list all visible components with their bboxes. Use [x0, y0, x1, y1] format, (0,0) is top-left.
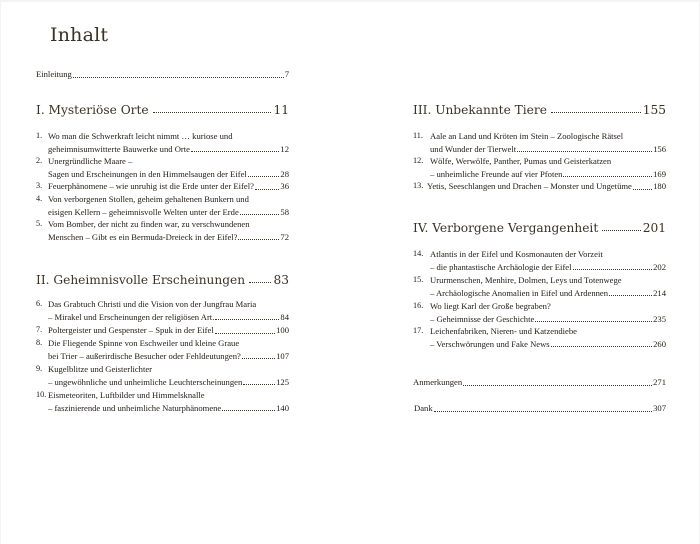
chapter-number: 16.	[413, 301, 424, 310]
toc-entry-dank[interactable]	[413, 402, 666, 415]
chapter-page: 214	[653, 287, 666, 298]
leader-dots	[248, 176, 280, 177]
leader-dots	[573, 269, 653, 270]
entry-label: Anmerkungen	[413, 377, 463, 387]
chapter-number: 3.	[36, 181, 43, 190]
chapter-title-line1: Die Fliegende Spinne von Eschweiler und kleine Graue	[48, 338, 240, 348]
leader-dots	[73, 77, 284, 78]
chapter-page: 84	[280, 311, 289, 322]
toc-entry-anmerkungen[interactable]	[413, 376, 666, 389]
chapter-title-line1: Atlantis in der Eifel und Kosmonauten der Vorzeit	[430, 249, 603, 259]
leader-dots	[215, 319, 279, 320]
chapter-title: Poltergeister und Gespenster – Spuk in der Eifel	[48, 325, 214, 335]
toc-chapter-5[interactable]	[36, 218, 289, 243]
chapter-number: 13.	[413, 181, 424, 190]
entry-page: 307	[653, 403, 666, 413]
toc-chapter-16[interactable]	[413, 300, 666, 325]
toc-chapter-8[interactable]	[36, 337, 289, 362]
toc-entry-intro[interactable]	[36, 68, 289, 81]
leader-dots	[240, 214, 280, 215]
chapter-number: 7.	[36, 325, 43, 334]
chapter-title-line2: – faszinierende und unheimliche Naturphänomene	[48, 402, 222, 413]
part-page: 83	[273, 273, 289, 287]
toc-part-1[interactable]	[36, 103, 289, 117]
toc-chapter-9[interactable]	[36, 363, 289, 388]
chapter-title-line2: – Verschwörungen und Fake News	[430, 338, 550, 349]
chapter-number: 5.	[36, 219, 43, 228]
chapter-title-line1: Wölfe, Werwölfe, Panther, Pumas und Geisterkatzen	[430, 156, 612, 166]
toc-chapter-14[interactable]	[413, 248, 666, 273]
chapter-page: 36	[280, 181, 289, 191]
part-label: III. Unbekannte Tiere	[413, 103, 547, 117]
chapter-number: 2.	[36, 156, 43, 165]
chapter-title-line2: – Archäologische Anomalien in Eifel und Ardennen	[430, 287, 609, 298]
chapter-title-line1: Kugelblitze und Geisterlichter	[48, 364, 153, 374]
chapter-page: 72	[280, 231, 289, 242]
chapter-number: 14.	[413, 249, 424, 258]
toc-chapter-10[interactable]	[36, 389, 289, 414]
entry-page: 271	[653, 377, 666, 387]
leader-dots	[242, 358, 275, 359]
leader-dots	[238, 239, 279, 240]
chapter-page: 12	[280, 143, 289, 154]
chapter-page: 28	[280, 168, 289, 179]
chapter-title-line2: und Wunder der Tierwelt	[430, 143, 517, 154]
chapter-number: 10.	[36, 390, 47, 399]
chapter-page: 58	[280, 206, 289, 217]
toc-chapter-4[interactable]	[36, 193, 289, 218]
page-title: Inhalt	[50, 24, 109, 46]
chapter-number: 11.	[413, 131, 423, 140]
entry-label: Einleitung	[36, 69, 72, 79]
chapter-number: 17.	[413, 326, 424, 335]
chapter-title-line1: Eismeteoriten, Luftbilder und Himmelsknalle	[48, 390, 205, 400]
leader-dots	[255, 189, 279, 190]
leader-dots	[222, 410, 275, 411]
toc-chapter-17[interactable]	[413, 325, 666, 350]
leader-dots	[551, 346, 652, 347]
entry-label: Dank	[414, 403, 433, 413]
toc-chapter-13[interactable]	[413, 180, 666, 193]
chapter-title-line2: – ungewöhnliche und unheimliche Leuchterscheinungen	[48, 376, 243, 387]
toc-chapter-6[interactable]	[36, 298, 289, 323]
chapter-page: 180	[653, 181, 666, 191]
leader-dots	[191, 151, 279, 152]
chapter-title-line2: bei Trier – außerirdische Besucher oder Fehldeutungen?	[48, 350, 241, 361]
chapter-page: 100	[276, 325, 289, 335]
chapter-title-line1: Wo liegt Karl der Große begraben?	[430, 301, 551, 311]
chapter-title-line1: Unergründliche Maare –	[48, 156, 133, 166]
toc-chapter-15[interactable]	[413, 274, 666, 299]
chapter-title-line2: Sagen und Erscheinungen in den Himmelsaugen der Eifel	[48, 168, 247, 179]
leader-dots	[463, 385, 652, 386]
chapter-page: 107	[276, 350, 289, 361]
chapter-title-line1: Vom Bomber, der nicht zu finden war, zu verschwundenen	[48, 219, 250, 229]
chapter-page: 140	[276, 402, 289, 413]
leader-dots	[602, 230, 641, 231]
toc-chapter-1[interactable]	[36, 130, 289, 155]
leader-dots	[551, 112, 641, 113]
entry-page: 7	[284, 69, 289, 79]
leader-dots	[535, 321, 652, 322]
chapter-title-line2: Menschen – Gibt es ein Bermuda-Dreieck in der Eifel?	[48, 231, 238, 242]
chapter-title: Feuerphänomene – wie unruhig ist die Erde unter der Eifel?	[48, 181, 254, 191]
toc-chapter-11[interactable]	[413, 130, 666, 155]
chapter-page: 260	[653, 338, 666, 349]
chapter-title-line1: Ururmenschen, Menhire, Dolmen, Leys und Totenwege	[430, 275, 622, 285]
leader-dots	[215, 333, 275, 334]
part-label: I. Mysteriöse Orte	[36, 103, 149, 117]
chapter-title-line1: Das Grabtuch Christi und die Vision von der Jungfrau Maria	[48, 299, 257, 309]
chapter-title-line1: Aale an Land und Kröten im Stein – Zoologische Rätsel	[430, 131, 624, 141]
chapter-page: 156	[653, 143, 666, 154]
chapter-page: 169	[653, 168, 666, 179]
toc-chapter-2[interactable]	[36, 155, 289, 180]
leader-dots	[249, 282, 271, 283]
chapter-number: 4.	[36, 194, 43, 203]
chapter-number: 12.	[413, 156, 424, 165]
chapter-title-line2: – Geheimnisse der Geschichte	[430, 313, 535, 324]
chapter-title-line1: Von verborgenen Stollen, geheim gehaltenen Bunkern und	[48, 194, 249, 204]
toc-part-4[interactable]	[413, 221, 666, 235]
chapter-number: 9.	[36, 364, 43, 373]
toc-part-2[interactable]	[36, 273, 289, 287]
chapter-title: Yetis, Seeschlangen und Drachen – Monster und Ungetüme	[427, 181, 632, 191]
leader-dots	[153, 112, 272, 113]
part-page: 201	[642, 221, 666, 235]
part-label: II. Geheimnisvolle Erscheinungen	[36, 273, 246, 287]
chapter-page: 125	[276, 376, 289, 387]
part-page: 11	[273, 103, 289, 117]
chapter-title-line2: geheimnisumwitterte Bauwerke und Orte	[48, 143, 190, 154]
chapter-title-line2: – unheimliche Freunde auf vier Pfoten	[430, 168, 563, 179]
leader-dots	[563, 176, 652, 177]
chapter-title-line1: Wo man die Schwerkraft leicht nimmt … kuriose und	[48, 131, 233, 141]
part-page: 155	[642, 103, 666, 117]
chapter-number: 8.	[36, 338, 43, 347]
book-spread	[1, 2, 699, 544]
chapter-title-line2: eisigen Kellern – geheimnisvolle Welten unter der Erde	[48, 206, 239, 217]
chapter-title-line2: – die phantastische Archäologie der Eifel	[430, 261, 572, 272]
toc-part-3[interactable]	[413, 103, 666, 117]
toc-chapter-7[interactable]	[36, 324, 289, 337]
leader-dots	[434, 411, 652, 412]
chapter-number: 15.	[413, 275, 424, 284]
chapter-title-line2: – Mirakel und Erscheinungen der religiösen Art.	[48, 311, 215, 322]
leader-dots	[243, 384, 275, 385]
chapter-page: 235	[653, 313, 666, 324]
chapter-number: 1.	[36, 131, 43, 140]
toc-chapter-12[interactable]	[413, 155, 666, 180]
leader-dots	[517, 151, 652, 152]
chapter-title-line1: Leichenfabriken, Nieren- und Katzendiebe	[430, 326, 577, 336]
leader-dots	[609, 295, 652, 296]
chapter-number: 6.	[36, 299, 43, 308]
chapter-page: 202	[653, 261, 666, 272]
toc-chapter-3[interactable]	[36, 180, 289, 193]
leader-dots	[633, 189, 652, 190]
part-label: IV. Verborgene Vergangenheit	[413, 221, 599, 235]
